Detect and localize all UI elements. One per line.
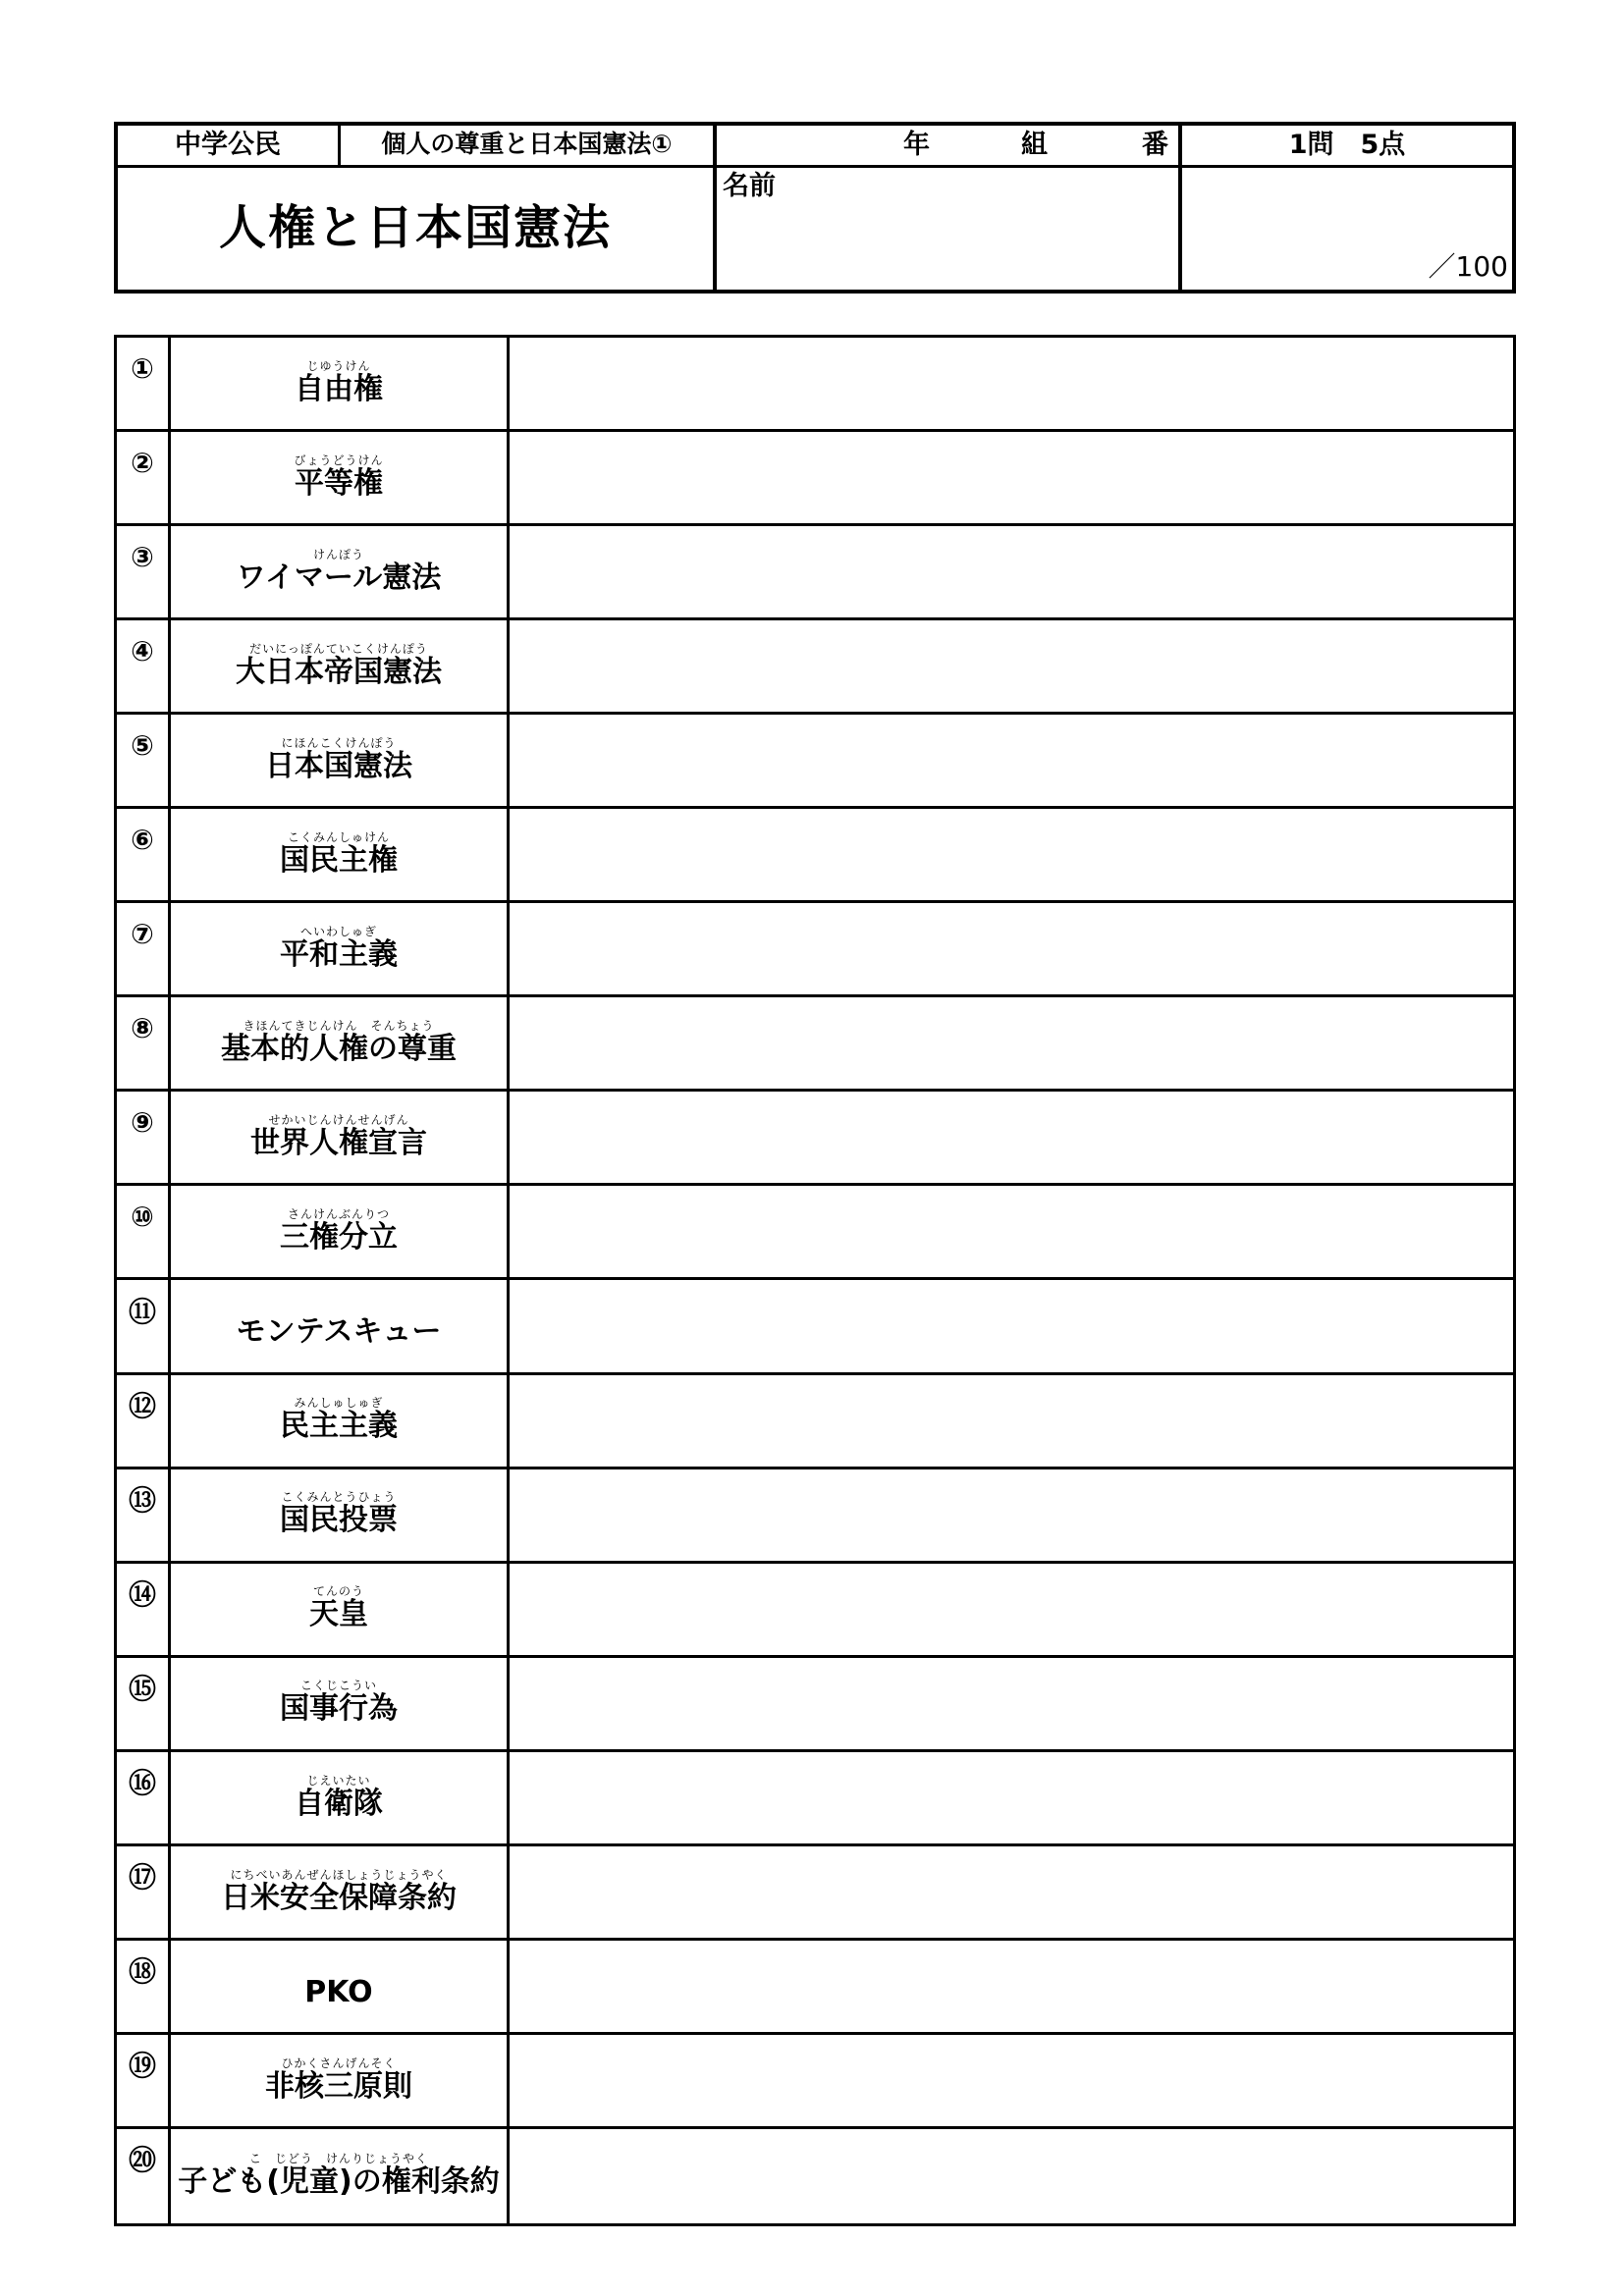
term-text: 日本国憲法 <box>265 748 412 783</box>
question-table <box>114 335 1516 2226</box>
table-row <box>117 715 1513 809</box>
question-number: ⑭ <box>128 1577 156 1611</box>
question-number: ② <box>131 447 154 480</box>
term-cell <box>171 2035 507 2126</box>
term-cell <box>171 1941 507 2032</box>
term-text: 基本的人権の尊重 <box>221 1032 457 1067</box>
header-vline-2 <box>713 126 717 290</box>
name-field[interactable] <box>746 214 1159 283</box>
question-number: ⑨ <box>131 1106 154 1140</box>
question-number: ⑤ <box>131 729 154 763</box>
question-number: ⑮ <box>128 1672 156 1705</box>
answer-field[interactable] <box>510 1846 1513 1938</box>
table-row <box>117 1564 1513 1658</box>
table-row <box>117 1281 1513 1375</box>
furigana: へいわしゅぎ <box>299 925 377 939</box>
furigana: じえいたい <box>306 1773 371 1788</box>
year-label: 年 <box>903 130 930 160</box>
table-row <box>117 1092 1513 1186</box>
table-row <box>117 1941 1513 2035</box>
answer-field[interactable] <box>510 2129 1513 2223</box>
furigana: ひかくさんげんそく <box>281 2056 397 2070</box>
term-cell <box>171 1281 507 1372</box>
furigana: にちべいあんぜんほしょうじょうやく <box>230 1867 448 1882</box>
answer-field[interactable] <box>510 1941 1513 2032</box>
answer-field[interactable] <box>510 432 1513 523</box>
answer-field[interactable] <box>510 2035 1513 2126</box>
term-text: 子ども(児童)の権利条約 <box>178 2164 500 2200</box>
answer-field[interactable] <box>510 1186 1513 1277</box>
term-cell <box>171 432 507 523</box>
furigana: こくじこうい <box>299 1679 377 1693</box>
header-divider <box>118 165 1512 168</box>
furigana: こくみんしゅけん <box>287 830 390 845</box>
term-cell <box>171 1846 507 1938</box>
worksheet-header <box>114 122 1516 294</box>
question-number: ④ <box>131 635 154 668</box>
table-row <box>117 1658 1513 1752</box>
table-row <box>117 620 1513 715</box>
term-text: 平和主義 <box>280 937 398 973</box>
term-cell <box>171 526 507 617</box>
furigana: びょうどうけん <box>294 453 384 467</box>
term-text: 自衛隊 <box>295 1786 383 1821</box>
term-cell <box>171 997 507 1089</box>
term-text: 天皇 <box>309 1597 368 1632</box>
unit-label: 個人の尊重と日本国憲法① <box>381 130 673 158</box>
answer-field[interactable] <box>510 997 1513 1089</box>
term-cell <box>171 338 507 429</box>
furigana: みんしゅしゅぎ <box>294 1396 384 1411</box>
question-number: ⑱ <box>128 1954 156 1988</box>
furigana: だいにっぽんていこくけんぽう <box>249 641 428 656</box>
furigana: けんぽう <box>312 547 364 561</box>
term-cell <box>171 1752 507 1843</box>
answer-field[interactable] <box>510 1658 1513 1749</box>
table-row <box>117 1186 1513 1280</box>
furigana: にほんこくけんぽう <box>281 735 397 750</box>
term-cell <box>171 809 507 900</box>
subject-label: 中学公民 <box>175 130 281 160</box>
score-field[interactable] <box>1188 171 1502 249</box>
question-number: ⑳ <box>128 2143 156 2176</box>
question-number: ⑰ <box>128 1860 156 1894</box>
furigana: てんのう <box>312 1584 364 1599</box>
table-row <box>117 2035 1513 2129</box>
question-number: ③ <box>131 541 154 574</box>
term-text: 民主主義 <box>280 1409 398 1444</box>
number-label: 番 <box>1142 130 1168 160</box>
furigana: さんけんぶんりつ <box>287 1207 390 1222</box>
term-text: 日米安全保障条約 <box>221 1880 457 1915</box>
answer-field[interactable] <box>510 809 1513 900</box>
answer-field[interactable] <box>510 620 1513 712</box>
scoring-label: 1問 5点 <box>1288 130 1406 160</box>
answer-field[interactable] <box>510 1281 1513 1372</box>
term-cell <box>171 1469 507 1561</box>
table-row <box>117 338 1513 432</box>
term-text: 世界人権宣言 <box>250 1126 427 1161</box>
term-text: PKO <box>304 1974 373 2009</box>
question-number: ⑧ <box>131 1012 154 1045</box>
answer-field[interactable] <box>510 715 1513 806</box>
term-cell <box>171 1092 507 1183</box>
answer-field[interactable] <box>510 1375 1513 1467</box>
table-row <box>117 2129 1513 2223</box>
furigana: せかいじんけんせんげん <box>268 1113 409 1128</box>
table-row <box>117 526 1513 620</box>
term-text: 国民主権 <box>280 843 398 879</box>
table-row <box>117 1752 1513 1846</box>
term-text: 平等権 <box>295 465 383 501</box>
question-number: ⑬ <box>128 1483 156 1517</box>
answer-field[interactable] <box>510 903 1513 994</box>
term-cell <box>171 620 507 712</box>
term-cell <box>171 1658 507 1749</box>
question-number: ⑦ <box>131 918 154 951</box>
furigana: こ じどう けんりじょうやく <box>248 2152 428 2166</box>
furigana: こくみんとうひょう <box>281 1490 397 1505</box>
question-number: ⑲ <box>128 2049 156 2082</box>
answer-field[interactable] <box>510 1752 1513 1843</box>
question-number: ⑯ <box>128 1766 156 1799</box>
question-number: ⑩ <box>131 1201 154 1234</box>
term-cell <box>171 903 507 994</box>
name-label: 名前 <box>723 171 776 201</box>
page-title: 人権と日本国憲法 <box>218 200 612 255</box>
furigana: じゆうけん <box>306 358 371 373</box>
answer-field[interactable] <box>510 338 1513 429</box>
term-cell <box>171 715 507 806</box>
table-row <box>117 1846 1513 1941</box>
question-number: ⑥ <box>131 824 154 857</box>
term-text: ワイマール憲法 <box>236 560 442 595</box>
question-number: ⑫ <box>128 1389 156 1422</box>
furigana: きほんてきじんけん そんちょう <box>243 1019 435 1034</box>
question-number: ① <box>131 352 154 385</box>
answer-field[interactable] <box>510 1469 1513 1561</box>
term-text: 非核三原則 <box>265 2068 412 2104</box>
class-label: 組 <box>1021 130 1048 160</box>
table-row <box>117 1375 1513 1469</box>
table-row <box>117 997 1513 1092</box>
answer-field[interactable] <box>510 1092 1513 1183</box>
total-score-label: ／100 <box>1428 250 1508 283</box>
answer-field[interactable] <box>510 1564 1513 1655</box>
table-row <box>117 903 1513 997</box>
term-text: モンテスキュー <box>236 1314 442 1350</box>
term-cell <box>171 1564 507 1655</box>
term-text: 自由権 <box>295 371 383 406</box>
term-text: 大日本帝国憲法 <box>236 654 442 689</box>
term-cell <box>171 1186 507 1277</box>
term-text: 三権分立 <box>280 1220 398 1255</box>
table-row <box>117 1469 1513 1564</box>
answer-field[interactable] <box>510 526 1513 617</box>
table-row <box>117 432 1513 526</box>
question-number: ⑪ <box>128 1295 156 1328</box>
term-text: 国民投票 <box>280 1503 398 1538</box>
term-cell <box>171 2129 507 2223</box>
term-text: 国事行為 <box>280 1691 398 1727</box>
table-row <box>117 809 1513 903</box>
term-cell <box>171 1375 507 1467</box>
